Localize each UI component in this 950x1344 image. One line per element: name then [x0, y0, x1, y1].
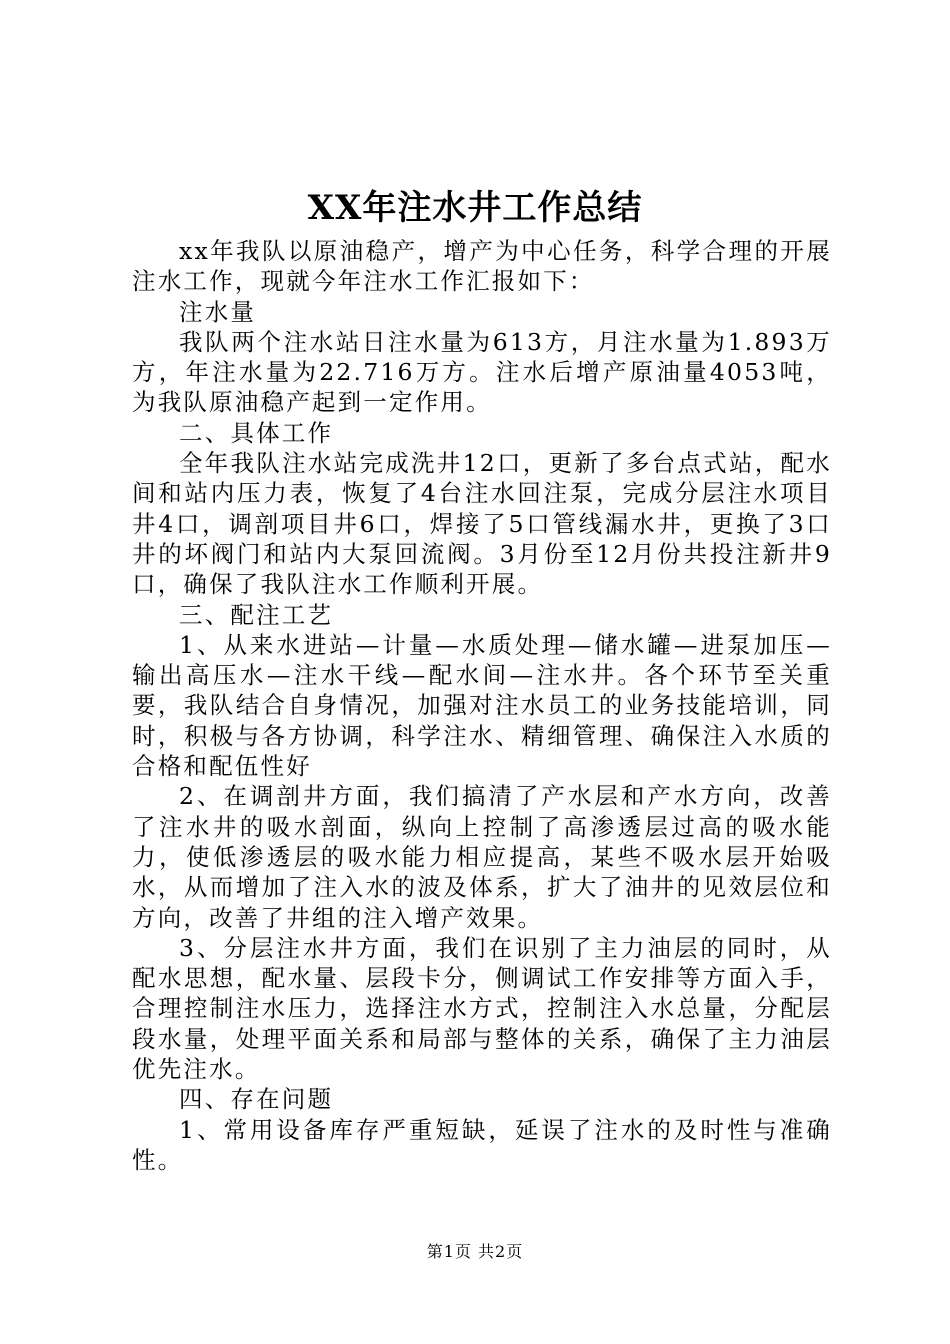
- section-heading-existing-problems: 四、存在问题: [179, 1085, 334, 1114]
- injection-process-item-2: 2、在调剖井方面，我们搞清了产水层和产水方向，改善了注水井的吸水剖面，纵向上控制了高渗透层过高的吸水能力，使低渗透层的吸水能力相应提高，某些不吸水层开始吸水，从而增加了注入水的波及体系，扩大了油井的见效层位和方向，改善了井组的注入增产效果。: [132, 782, 832, 932]
- water-volume-paragraph: 我队两个注水站日注水量为613方，月注水量为1.893万方，年注水量为22.716万方。注水后增产原油量4053吨，为我队原油稳产起到一定作用。: [132, 327, 832, 417]
- existing-problems-item-1: 1、常用设备库存严重短缺，延误了注水的及时性与准确性。: [132, 1115, 832, 1174]
- intro-paragraph: xx年我队以原油稳产，增产为中心任务，科学合理的开展注水工作，现就今年注水工作汇报如下：: [132, 237, 832, 296]
- section-heading-water-volume: 注水量: [179, 297, 257, 326]
- specific-work-paragraph: 全年我队注水站完成洗井12口，更新了多台点式站，配水间和站内压力表，恢复了4台注水回注泵，完成分层注水项目井4口，调剖项目井6口，焊接了5口管线漏水井，更换了3口井的坏阀门和站内大泵回流阀。3月份至12月份共投注新井9口，确保了我队注水工作顺利开展。: [132, 449, 832, 599]
- section-heading-specific-work: 二、具体工作: [179, 418, 334, 447]
- document-body: [132, 236, 832, 1175]
- document-title: XX年注水井工作总结: [307, 188, 643, 228]
- injection-process-item-3: 3、分层注水井方面，我们在识别了主力油层的同时，从配水思想，配水量、层段卡分，侧调试工作安排等方面入手，合理控制注水压力，选择注水方式，控制注入水总量，分配层段水量，处理平面关系和局部与整体的关系，确保了主力油层优先注水。: [132, 933, 832, 1084]
- injection-process-item-1: 1、从来水进站—计量—水质处理—储水罐—进泵加压—输出高压水—注水干线—配水间—注水井。各个环节至关重要，我队结合自身情况，加强对注水员工的业务技能培训，同时，积极与各方协调，科学注水、精细管理、确保注入水质的合格和配伍性好: [132, 630, 832, 781]
- section-heading-injection-process: 三、配注工艺: [179, 600, 334, 629]
- page-footer: 第1页 共2页: [426, 1242, 524, 1261]
